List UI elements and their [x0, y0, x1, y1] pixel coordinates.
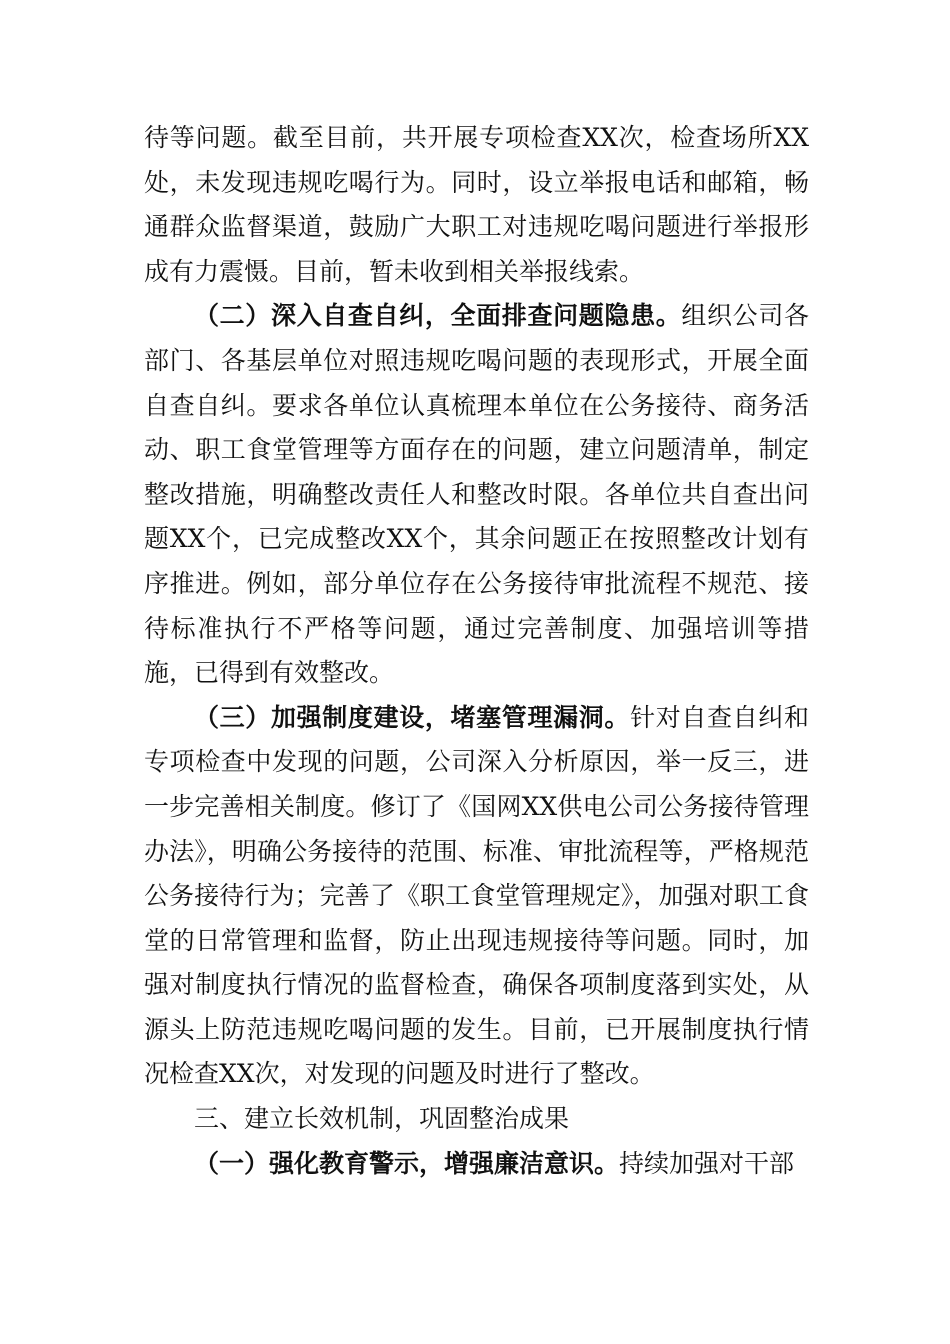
paragraph-self-inspection [144, 294, 809, 695]
paragraph-text: 持续加强对干部 [619, 1148, 795, 1178]
document-body [144, 116, 809, 1186]
paragraph-text: 组织公司各部门、各基层单位对照违规吃喝问题的表现形式，开展全面自查自纠。要求各单位认真梳理本单位在公务接待、商务活动、职工食堂管理等方面存在的问题，建立问题清单，制定整改措施，明确整改责任人和整改时限。各单位共自查出问题XX个，已完成整改XX个，其余问题正在按照整改计划有序推进。例如，部分单位存在公务接待审批流程不规范、接待标准执行不严格等问题，通过完善制度、加强培训等措施，已得到有效整改。 [144, 301, 809, 688]
paragraph-education-warning [144, 1142, 809, 1187]
paragraph-lead-heading: （三）加强制度建设，堵塞管理漏洞。 [194, 702, 631, 732]
paragraph-continuation [144, 116, 809, 294]
paragraph-lead-heading: （一）强化教育警示，增强廉洁意识。 [194, 1148, 620, 1178]
section-heading: 三、建立长效机制，巩固整治成果 [194, 1104, 570, 1134]
paragraph-text: 针对自查自纠和专项检查中发现的问题，公司深入分析原因，举一反三，进一步完善相关制度。修订了《国网XX供电公司公务接待管理办法》，明确公务接待的范围、标准、审批流程等，严格规范公务接待行为；完善了《职工食堂管理规定》，加强对职工食堂的日常管理和监督，防止出现违规接待等问题。同时，加强对制度执行情况的监督检查，确保各项制度落到实处，从源头上防范违规吃喝问题的发生。目前，已开展制度执行情况检查XX次，对发现的问题及时进行了整改。 [144, 702, 809, 1089]
paragraph-text: 待等问题。截至目前，共开展专项检查XX次，检查场所XX处，未发现违规吃喝行为。同时，设立举报电话和邮箱，畅通群众监督渠道，鼓励广大职工对违规吃喝问题进行举报形成有力震慑。目前，暂未收到相关举报线索。 [144, 123, 809, 286]
paragraph-institution-building [144, 696, 809, 1097]
paragraph-lead-heading: （二）深入自查自纠，全面排查问题隐患。 [194, 301, 682, 331]
